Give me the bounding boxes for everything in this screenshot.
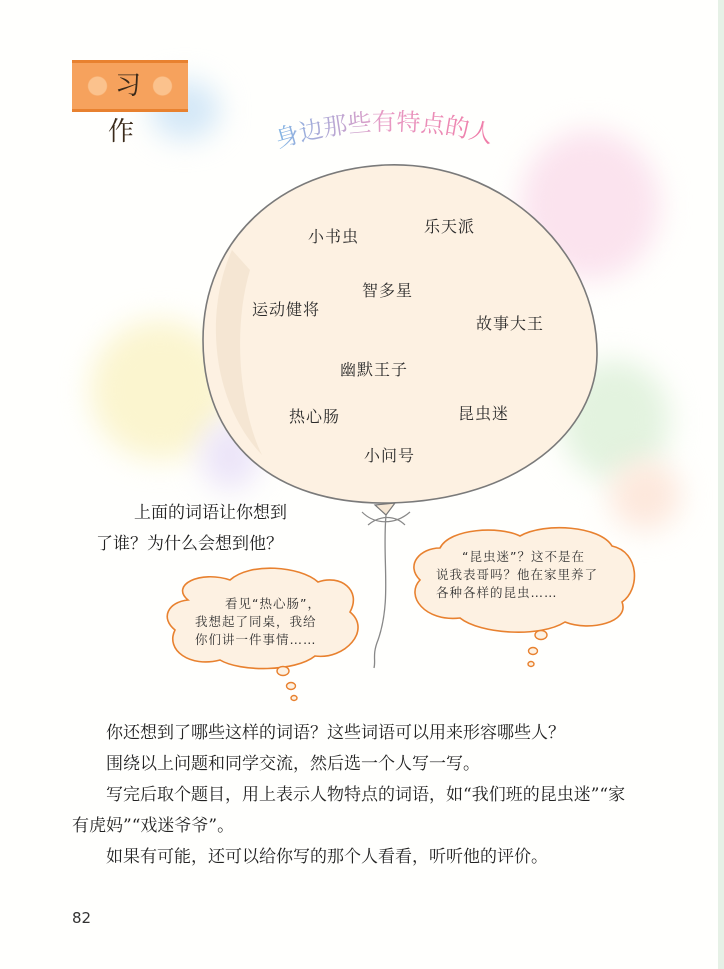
right-bubble-dot-3 xyxy=(528,662,534,667)
balloon-word-warmhearted: 热心肠 xyxy=(289,407,341,426)
right-bubble-line-3: 各种各样的昆虫…… xyxy=(436,585,558,600)
left-bubble-text xyxy=(195,595,355,649)
left-bubble-line-2: 我想起了同桌，我给 xyxy=(195,614,317,629)
left-bubble-line-3: 你们讲一件事情…… xyxy=(195,632,317,647)
balloon-question xyxy=(96,498,287,560)
question-line-1: 上面的词语让你想到 xyxy=(134,503,287,523)
body-paragraph-1a: 你还想到了哪些这样的词语？这些词语可以用来形容哪些人？ xyxy=(106,723,565,743)
balloon-string xyxy=(374,515,386,668)
right-bubble-line-1: “昆虫迷”？这不是在 xyxy=(462,549,585,564)
left-bubble-dot-2 xyxy=(287,683,296,690)
right-bubble-dot-2 xyxy=(529,648,538,655)
balloon-word-bookworm: 小书虫 xyxy=(308,227,360,246)
balloon-word-insect-fan: 昆虫迷 xyxy=(458,404,510,423)
theme-title: 身边那些有特点的人 xyxy=(271,107,497,154)
right-bubble-dot-1 xyxy=(535,631,547,640)
right-bubble-text xyxy=(436,548,636,602)
balloon-word-curious: 小问号 xyxy=(364,446,416,465)
balloon-word-wise: 智多星 xyxy=(362,281,414,300)
section-heading: 习 作 xyxy=(107,71,159,147)
body-paragraph-1b: 围绕以上问题和同学交流，然后选一个人写一写。 xyxy=(106,754,480,774)
balloon-word-storyteller: 故事大王 xyxy=(476,314,545,333)
body-paragraph-2: 写完后取个题目，用上表示人物特点的词语，如“我们班的昆虫迷”“家有虎妈”“戏迷爷爷”。 xyxy=(72,785,626,836)
question-line-2: 了谁？为什么会想到他？ xyxy=(96,534,283,554)
balloon-word-optimist: 乐天派 xyxy=(424,217,476,236)
left-bubble-line-1: 看见“热心肠”， xyxy=(225,596,321,611)
body-text xyxy=(72,718,632,873)
body-paragraph-3: 如果有可能，还可以给你写的那个人看看，听听他的评价。 xyxy=(106,847,548,867)
page-number: 82 xyxy=(72,909,92,927)
right-bubble-line-2: 说我表哥吗？他在家里养了 xyxy=(436,567,599,582)
left-bubble-dot-3 xyxy=(291,696,297,701)
balloon-knot xyxy=(375,503,395,515)
left-bubble-dot-1 xyxy=(277,667,289,676)
balloon-word-humor: 幽默王子 xyxy=(340,360,409,379)
balloon-word-athlete: 运动健将 xyxy=(252,300,321,319)
